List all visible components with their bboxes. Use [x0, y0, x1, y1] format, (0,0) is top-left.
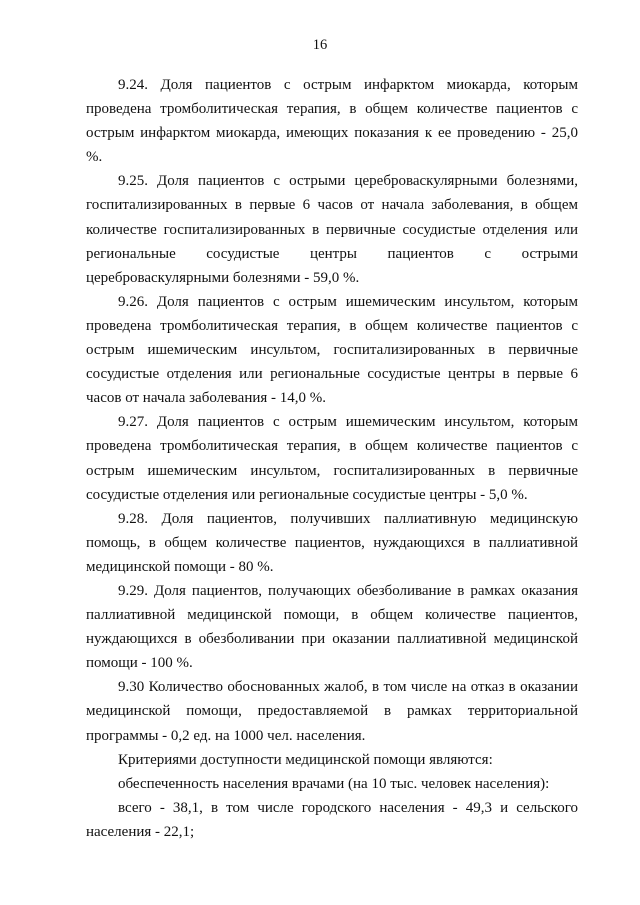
paragraph-9-30: 9.30 Количество обоснованных жалоб, в том числе на отказ в оказании медицинской помощи, предоставляемой в рамках территориальной программы - 0,2 ед. на 1000 чел. населения.: [86, 679, 578, 744]
page-number: 16: [312, 37, 328, 53]
paragraph-doctor-supply: обеспеченность населения врачами (на 10 тыс. человек населения):: [118, 775, 550, 792]
document-body: [86, 73, 578, 844]
paragraph-accessibility-criteria: Критериями доступности медицинской помощи являются:: [118, 751, 493, 768]
paragraph-9-29: 9.29. Доля пациентов, получающих обезболивание в рамках оказания паллиативной медицинской помощи, в общем количестве пациентов, нуждающихся в обезболивании при оказании паллиативной медицинской помощи - 100 %.: [86, 582, 578, 672]
paragraph-9-27: 9.27. Доля пациентов с острым ишемическим инсультом, которым проведена тромболитическая терапия, в общем количестве пациентов с острым ишемическим инсультом, госпитализированных в первичные сосудистые отделения или региональные сосудистые центры - 5,0 %.: [86, 414, 578, 503]
paragraph-9-25: 9.25. Доля пациентов с острыми цереброваскулярными болезнями, госпитализированных в первые 6 часов от начала заболевания, в общем количестве госпитализированных в первичные сосудистые отделения или региональные сосудистые центры пациентов с острыми цереброваскулярными болезнями - 59,0 %.: [86, 173, 578, 286]
paragraph-9-28: 9.28. Доля пациентов, получивших паллиативную медицинскую помощь, в общем количестве пациентов, нуждающихся в паллиативной медицинской помощи - 80 %.: [86, 510, 578, 575]
paragraph-9-26: 9.26. Доля пациентов с острым ишемическим инсультом, которым проведена тромболитическая терапия, в общем количестве пациентов с острым ишемическим инсультом, госпитализированных в первичные сосудистые отделения или региональные сосудистые центры в первые 6 часов от начала заболевания - 14,0 %.: [86, 293, 578, 407]
paragraph-doctor-supply-values: всего - 38,1, в том числе городского населения - 49,3 и сельского населения - 22,1;: [86, 799, 578, 840]
paragraph-9-24: 9.24. Доля пациентов с острым инфарктом миокарда, которым проведена тромболитическая терапия, в общем количестве пациентов с острым инфарктом миокарда, имеющих показания к ее проведению - 25,0 %.: [86, 77, 578, 166]
